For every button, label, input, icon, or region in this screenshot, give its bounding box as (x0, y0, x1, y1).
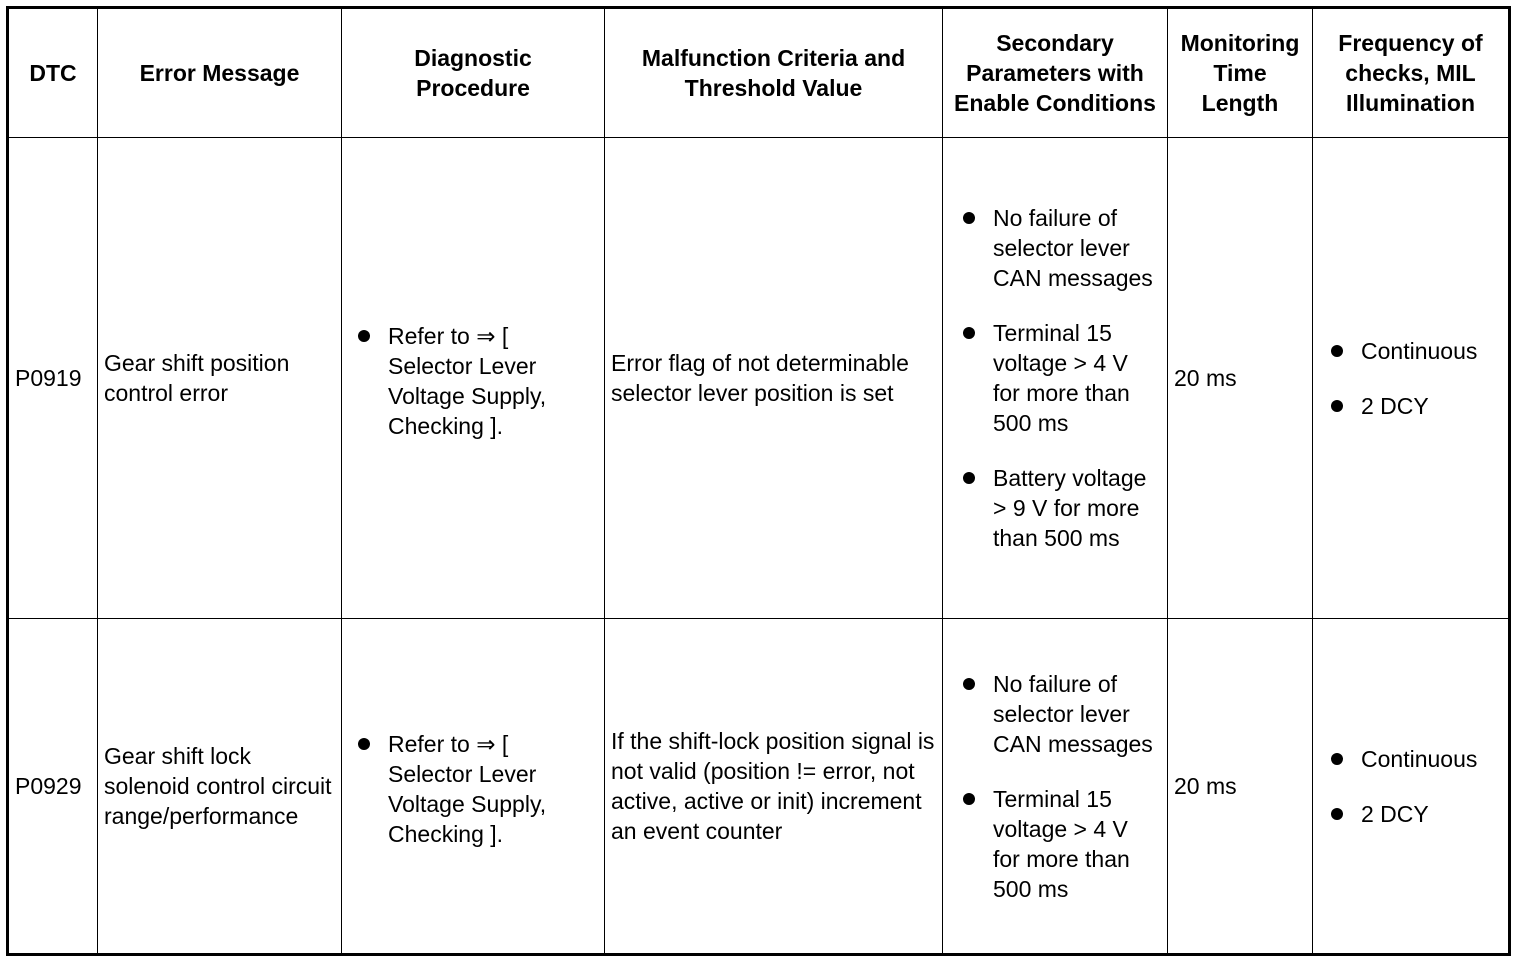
malfunction-criteria: If the shift-lock position signal is not valid (position != error, not active, active or init) increment an event counter (605, 619, 943, 955)
frequency-item: 2 DCY (1331, 799, 1502, 829)
header-monitoring-time: Monitoring Time Length (1168, 8, 1313, 138)
frequency-item: Continuous (1331, 744, 1502, 774)
header-diagnostic-procedure: Diagnostic Procedure (342, 8, 605, 138)
table-row (8, 138, 1510, 619)
secondary-item: No failure of selector lever CAN messages (963, 669, 1161, 759)
header-error-message: Error Message (98, 8, 342, 138)
table-row (8, 619, 1510, 955)
procedure-list (358, 729, 598, 849)
frequency-item: 2 DCY (1331, 391, 1502, 421)
frequency-list (1331, 336, 1502, 421)
procedure-item: Refer to ⇒ [ Selector Lever Voltage Supply, Checking ]. (358, 321, 598, 441)
secondary-parameters (943, 619, 1168, 955)
error-message: Gear shift lock solenoid control circuit range/performance (98, 619, 342, 955)
frequency (1313, 138, 1510, 619)
malfunction-criteria: Error flag of not determinable selector lever position is set (605, 138, 943, 619)
monitoring-time: 20 ms (1168, 619, 1313, 955)
secondary-parameters (943, 138, 1168, 619)
frequency-list (1331, 744, 1502, 829)
procedure-list (358, 321, 598, 441)
header-row (8, 8, 1510, 138)
secondary-item: Terminal 15 voltage > 4 V for more than 500 ms (963, 784, 1161, 904)
header-secondary-parameters: Secondary Parameters with Enable Conditions (943, 8, 1168, 138)
error-message: Gear shift position control error (98, 138, 342, 619)
diagnostic-procedure (342, 619, 605, 955)
dtc-code: P0919 (8, 138, 98, 619)
frequency-item: Continuous (1331, 336, 1502, 366)
dtc-code: P0929 (8, 619, 98, 955)
header-malfunction-criteria: Malfunction Criteria and Threshold Value (605, 8, 943, 138)
secondary-item: Battery voltage > 9 V for more than 500 ms (963, 463, 1161, 553)
secondary-list (963, 203, 1161, 553)
monitoring-time: 20 ms (1168, 138, 1313, 619)
header-dtc: DTC (8, 8, 98, 138)
header-frequency: Frequency of checks, MIL Illumination (1313, 8, 1510, 138)
secondary-item: No failure of selector lever CAN messages (963, 203, 1161, 293)
procedure-item: Refer to ⇒ [ Selector Lever Voltage Supply, Checking ]. (358, 729, 598, 849)
secondary-list (963, 669, 1161, 904)
diagnostic-procedure (342, 138, 605, 619)
dtc-table (6, 6, 1511, 956)
frequency (1313, 619, 1510, 955)
secondary-item: Terminal 15 voltage > 4 V for more than 500 ms (963, 318, 1161, 438)
